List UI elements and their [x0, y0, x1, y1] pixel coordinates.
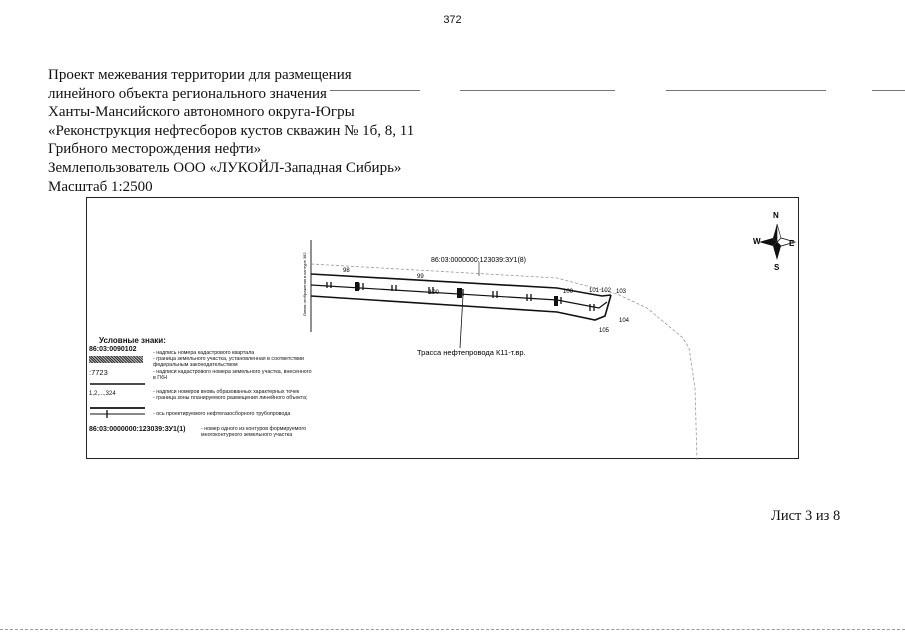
title-line: Землепользователь ООО «ЛУКОЙЛ-Западная Сибирь»: [48, 159, 402, 176]
legend-item-text: - граница зоны планируемого размещения линейного объекта;: [153, 395, 308, 401]
legend-item-text: - надписи кадастрового номера земельного участка, внесенного в ГКН: [153, 369, 312, 382]
compass-n: N: [773, 211, 779, 220]
compass-rose: [753, 211, 795, 272]
parcel-label: 86:03:0000000:123039:ЗУ1(8): [431, 257, 527, 264]
page-number: 372: [443, 14, 462, 26]
point-label: 103: [616, 289, 627, 295]
point-label: 100: [429, 290, 440, 296]
title-line: «Реконструкция нефтесборов кустов скважин № 1б, 8, 11: [48, 122, 415, 139]
compass-e: E: [789, 239, 795, 248]
header-rule: [460, 90, 615, 91]
legend-item-text: - граница земельного участка, установленная в соответствии федеральным законодательством: [153, 356, 305, 369]
legend-item-text: - надпись номера кадастрового квартала: [153, 350, 255, 356]
title-line: линейного объекта регионального значения: [48, 85, 327, 102]
legend-symbol-points: 1,2,...,324: [89, 391, 116, 397]
compass-s: S: [774, 263, 780, 272]
legend-title: Условные знаки:: [99, 336, 166, 345]
legend-example-text: - номер одного из контуров формируемого многоконтурного земельного участка: [201, 426, 307, 439]
header-rule: [872, 90, 905, 91]
legend-example-code: 86:03:0000000:123039:ЗУ1(1): [89, 426, 186, 433]
scale-line: Масштаб 1:2500: [48, 178, 153, 195]
vertical-boundary-note: Линия отображения в контуре 382: [302, 252, 307, 316]
title-line: Проект межевания территории для размещения: [48, 67, 352, 83]
map-drawing: [87, 198, 800, 460]
point-label: 100: [563, 289, 574, 295]
point-label: 101: [589, 288, 600, 294]
legend-symbol-hatch: [89, 356, 143, 363]
map-frame: [86, 197, 799, 459]
header-rule: [666, 90, 826, 91]
sheet-number: Лист 3 из 8: [771, 508, 841, 524]
compass-w: W: [753, 237, 761, 246]
title-line: Грибного месторождения нефти»: [48, 141, 262, 158]
title-line: Ханты-Мансийского автономного округа-Югры: [48, 104, 355, 121]
point-label: 99: [417, 274, 424, 280]
point-label: 104: [619, 318, 630, 324]
legend-symbol-quarter: 86:03:0090102: [89, 346, 137, 353]
pipeline-label: Трасса нефтепровода К11-т.вр.: [417, 348, 526, 357]
point-label: 98: [343, 268, 350, 274]
legend-item-text: - надписи номеров вновь образованных характерных точек: [153, 389, 300, 395]
title-block: [48, 66, 468, 196]
legend-item-text: - ось проектируемого нефтегазосборного трубопровода: [153, 411, 291, 417]
legend-symbol-parcel-number: :7723: [89, 368, 108, 377]
bottom-rule: [0, 629, 905, 630]
header-rule: [330, 90, 420, 91]
point-label: 105: [599, 328, 610, 334]
point-label: 102: [601, 288, 612, 294]
